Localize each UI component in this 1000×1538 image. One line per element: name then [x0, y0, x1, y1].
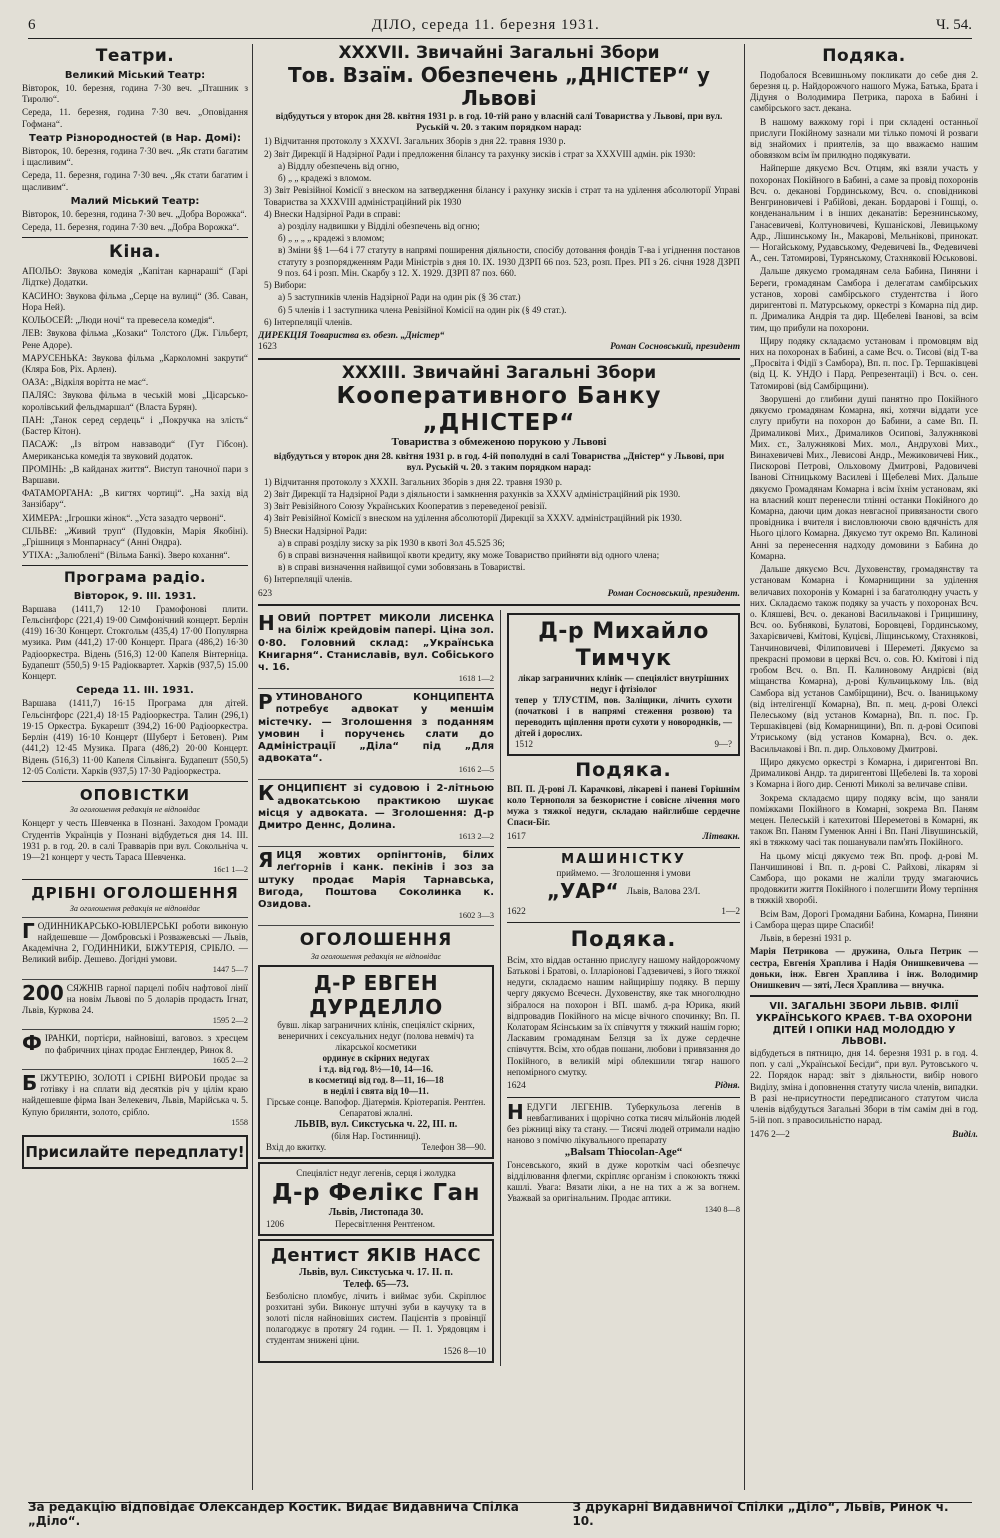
small-ad-text: ОНЦИПІЄНТ зі судовою і 2-літньою адвокатською практикою шукає місця у адвоката. — Зголошення: Д-р Дмитро Деннс, Долина. [258, 783, 494, 831]
small-ad [22, 1069, 248, 1131]
thanks-paragraph: На цьому місці дякуємо теж Вп. проф. д-рові М. Панчишинові і Вп. п. д-рові С. Райхові, лікарям зі Самбора, що роками не жаліли труду змагаючись продовжити життя Покійного і полегшити Йому терпіння в тяжкій хворобі. [750, 850, 978, 906]
small-ad [258, 780, 494, 847]
small-ad-text: ІРАНКИ, портієри, найновіші, ваговоз. з хресцем по фабричних цінах продає Енглендер, Ринок 8. [44, 1033, 248, 1055]
drop-cap: Б [22, 1070, 38, 1095]
cinemas-list [22, 266, 248, 561]
meeting2-title: XXXIII. Звичайні Загальні Збори [341, 362, 657, 383]
meeting1-president: Роман Сосновський, президент [610, 342, 740, 353]
small-ad [258, 847, 494, 926]
footer-editor: За редакцію відповідає Олександер Костик. Видає Видавнича Спілка „Діло“. [28, 1499, 519, 1528]
masthead [28, 12, 972, 38]
thanks-paragraph: Найперше дякуємо Всч. Отцям, які взяли участь у похоронах Покійного в Бабині, а саме за провід похоронів Всч. о. деканові Гординському, Всч. о. сповідникові Венгриновичеві і Рабійові, декан. Бордарові і Гошці, о. конденанальним і в інших деканатів: Березнинському, Ганасевичеві, Колтуновичеві, Кушаніскові, Левицькому Адр., Лішинському Ін., Макарові, Мельнікові, принокат. — Ногайському, Рудавському, Федевичеві Ів., Федевичеві А., сен. Татомирові, Турянському, Стахняковії Юськовові. [750, 163, 978, 264]
thanks2-text: Всім, хто віддав останню прислугу нашому найдорожчому Батькові і Братові, о. Ілларіонові Гадзевичеві, з його тяжкої недуги, складаємо нашим найщирішу подяку. В першу чергу дякуємо Всечесн. Духовенству, яке так многолюдно зібралося на похорон і ВП. шамб. д-ра Юрика, який відпровадив Покійного на місце вічного спочинку; Вп. П. Колаторам Ясінським за їх співчуття у тяжкий нашім горю; Ласкавим громадянам Белзця за їх дуже сердечне співчуття. Всім, хто обдав пошани, любови і привязання до Покійного, в великій мірі облекшили тягар нашого непомірного смутку. [507, 954, 740, 1077]
thanks2-title: Подяка. [570, 927, 677, 952]
cinema-listing: ХИМЕРА: „Ігрошки жінок“. „Уста зазадто червоні“. [22, 512, 226, 523]
meeting1-board: ДИРЕКЦІЯ Товариства вз. обезп. „Дністер“ [258, 330, 445, 341]
meeting2-intro: відбудуться у второк дня 28. квітня 1931 р. в год. 4-ій пополудні в салі Товариства „Дністер“ у Львові, при вул. Руській ч. 20. з таким порядком нарад: [273, 451, 725, 474]
ad-number: 1206 [266, 1218, 284, 1229]
agenda-item: 2) Звіт Дирекції й Надзірної Ради і предложення біланcу та рахунку зисків і страт за XXXVIII адмін. рік 1930: [264, 148, 696, 159]
ad-number: 1447 5—7 [212, 965, 248, 975]
cinema-listing: УТІХА: „Залюблені“ (Вільма Банкі). Зверо кохання“. [22, 550, 230, 561]
thanks2-signer: Рідня. [714, 1081, 740, 1092]
left-column [22, 44, 248, 1490]
doctor-address: ЛЬВІВ, вул. Сикстуська ч. 22, ІІІ. п. [294, 1118, 458, 1130]
agenda-item: б) „ „ крадежі з вломом. [278, 173, 372, 184]
notices-number: 16с1 1—2 [213, 865, 248, 875]
ad-number: 1624 [507, 1081, 526, 1092]
ad-number: 1617 [507, 831, 526, 842]
doctor-hours: в косметиці від год. 8—11, 16—18 [308, 1074, 444, 1085]
small-ads-disclaimer: За оголошення редакція не відповідає [69, 903, 201, 913]
divider [258, 358, 740, 360]
agenda-item: 5) Вибори: [264, 280, 307, 291]
ad-number: 1476 2—2 [750, 1129, 790, 1140]
divider [750, 995, 978, 997]
middle-column [258, 44, 740, 1490]
gan-ad [258, 1162, 494, 1236]
agenda-item: 3) Звіт Ревізійної Комісії з внеском на затвердження біланcу і рахунку зисків і страт та на уділення абсолюторії Управі Товариства за XXXVIII адміністраційний рік 1930 [264, 185, 740, 207]
middle-lower-right [500, 610, 740, 1366]
drop-cap: Н [258, 611, 275, 636]
doctor-hours: ординує в скірних недугах [322, 1052, 430, 1063]
nass-ad [258, 1239, 494, 1363]
small-ad [258, 610, 494, 689]
agenda-item: 1) Відчитання протоколу з XXXII. Загальних Зборів з дня 22. травня 1930 р. [264, 476, 563, 487]
agenda-item: а) в справі розділу зиску за рік 1930 в квоті Зол 45.525 36; [278, 537, 505, 548]
thanks1-title: Подяка. [575, 758, 672, 781]
vii-meeting-text: відбудеться в пятницю, дня 14. березня 1931 р. в год. 4. поп. у салі „Української Бесіди“, при вул. Рутовського ч. 22. Порядок нарад: звіт з діяльности, вибір нового Виділу, зміна і доповнення статуту числа членів, випадки. В разі не-присутности передписаного статутом числа членів відбудуться Загальні Збори в тім самім дні в год. 5-ій поп. з правосильністю нарад. [750, 1048, 978, 1126]
issue-number: Ч. 54. [936, 16, 972, 33]
cinema-listing: АПОЛЬО: Звукова комедія „Капітан карнараші“ (Гарі Лідтке) Додатки. [22, 266, 248, 288]
agenda-item: а) 5 заступників членів Надзірної Ради на один рік (§ 36 стат.) [278, 292, 521, 303]
thanks-paragraph: Зокрема складаємо щиру подяку всім, що заняли поміжками Покійного в Комарні, зокрема Вп. Паням мецен. Пелеській і катехитові Шереметові в Комарні, як також Вп. Паням Гуменюк Анні і Вп. Пані Лівушинській, які в тяжкому часі так пошанували пам'ять Покійного. [750, 792, 978, 848]
thanks-paragraph: Зворушені до глибини душі панятно про Покійного дякуємо громадянам Комарна, які, хотячи віддати усе слугу прибути на похорон до Бабини, а саме Вп. П. Дрималикові Мих., Дрималиков Осипові, Залужнякові Мих. ст., Залужнякові Мих. мол., Андрухові Мих., Винахевичеві Мих., Левисові Андр., Межиковичеві Ник., Пискоровi Петрові, Ольховому Дмитрові, Радовичеві Іванові Сітницькому Василеві і Щебелеві Мих. Дальше дякуємо Громадянам Комарна і всім їхнім установам, які на власний кошт перенесли тлінні останки Покійного до Комарна, даючи цим доказ невгасної привязаности свого провідника і вчителя і висловлюючи свою вдячність для Нього цілого Комарна. Дякуємо тут окремо Вп. Калинові Анні за перенесення надходу домовини з Бабина до Комарна. [750, 393, 978, 561]
theatre-schedule: Вівторок, 10. березня, година 7·30 веч. „Пташник з Тиролю“. [22, 82, 248, 105]
thanks-paragraph: В нашому важкому горі і при складені останньої прислуги Покійному зазнали ми тілько помочі й розваги від знайомих і приятелів, за що вважаємо нашим обовязком всім їм прилюдно подякувати. [750, 116, 978, 161]
theatre-name: Малий Міський Театр: [70, 195, 200, 207]
theatres-list [22, 70, 248, 234]
agenda-item: б) в справі визначення найвищої квоти кредиту, яку може Товариство прийняти від одного члена; [278, 550, 660, 560]
drop-cap: Н [507, 1099, 524, 1124]
cinema-listing: ОАЗА: „Відкіля ворітта не має“. [22, 377, 149, 388]
divider [507, 922, 740, 923]
divider [22, 781, 248, 782]
divider [507, 1097, 740, 1098]
divider [22, 879, 248, 880]
divider [22, 565, 248, 566]
small-ad [22, 979, 248, 1030]
ad-number: 1623 [258, 342, 277, 353]
ad-number: 1602 3—3 [458, 911, 494, 921]
agenda-item: в) в справі визначення найвищої суми зобовязань в Товаристві. [278, 562, 526, 573]
doctor-note: Пересвітлення Рентґеном. [334, 1218, 436, 1229]
doctor-description: лікар заграничних клінік — спеціяліст внутрішних недуг і фтізіолог [518, 672, 729, 694]
agenda-item: б) „ „ „ „ крадежі з вломом; [278, 233, 385, 244]
drop-cap: Я [258, 848, 274, 873]
page-number: 6 [28, 16, 36, 33]
notices-text: Концерт у честь Шевченка в Познані. Заходом Громади Студентів Українців у Познані відбудеться дня 14. ІІІ. 1931 р. в год. 20. в салі Травварів при вул. Сокольніча ч. 19—21 концерт у честь Тараса Шевченка. [22, 818, 248, 862]
typist-title: МАШИНІСТКУ [561, 852, 686, 868]
vii-signature [750, 1130, 978, 1141]
meeting1-intro: відбудуться у второк дня 28. квітня 1931 р. в год. 10-тій рано у власній салі Товариства у Львові, при вул. Руській ч. 20. з таким порядком нарад: [275, 111, 723, 134]
theatre-schedule: Вівторок, 10. березня, година 7·30 веч. „Як стати багатим і щасливим“. [22, 145, 248, 168]
thanks-main-title: Подяка. [822, 46, 906, 66]
doctor-specialty: Спеціяліст недуг легенів, серця і жолудка [296, 1167, 456, 1178]
tymchuk-ad [507, 613, 740, 755]
radio-heading: Програма радіо. [64, 570, 206, 587]
lungs-ad [507, 1099, 740, 1215]
lungs-text-2: Гонсевського, який в дуже короткім часі обезпечує відділювання флегми, скріпляє організм і спокоюкть тяжкі кашлі. Увага: Вязати ліки, а не на тих а ж за вогнем. Уважвай за оригінальним. Продає аптики. [507, 1159, 740, 1204]
subscribe-banner: Присилайте передплату! [22, 1135, 248, 1169]
typist-ad [507, 852, 740, 918]
ad-number: 1613 2—2 [458, 832, 494, 842]
theatre-schedule: Вівторок, 10. березня, година 7·30 веч. „Добра Ворожка“. [22, 209, 247, 220]
doctor-address: Львів, Листопада 30. [328, 1206, 424, 1218]
notices-heading: ОПОВІСТКИ [79, 785, 191, 804]
ad-number: 1340 8—8 [704, 1204, 740, 1214]
agenda-item: б) 5 членів і 1 заступника члена Ревізійної Комісії на один рік (§ 49 стат.). [278, 304, 567, 315]
ad-number: 623 [258, 588, 273, 599]
thanks-paragraph: Дальше дякуємо громадянам села Бабина, Пиняни і Береги, громадянам Самбора і делегатам самбірських установ, хорові самбірського студентства і його диригентові п. Матурському, оркестрі з Комарна під дир. п. Дрималика Андрія та дир. Щебелеві Іванові, за всім тим, що прибули на похорони. [750, 266, 978, 333]
doctor-entrance: Вхід до вжитку. [266, 1141, 327, 1152]
typist-address: Львів, Валова 23/І. [626, 885, 701, 896]
meeting2-org: Кооперативного Банку „ДНІСТЕР“ [336, 383, 662, 436]
cinema-listing: СІЛЬВЕ: „Живий труп“ (Пудовкін, Марія Якобіні). „Грішниця з Монпарнасу“ (Анні Ондра). [22, 525, 248, 548]
agenda-item: 6) Інтерпеляції членів. [264, 316, 353, 327]
doctor-name: Д-р Фелікс Ган [272, 1179, 480, 1206]
agenda-item: 3) Звіт Ревізійного Союзу Українських Кооператив з переведеної ревізії. [264, 501, 547, 512]
ad-number: 1526 8—10 [443, 1346, 486, 1357]
cinema-listing: ЛЕВ: Звукова фільма „Козаки“ Толстого (Дж. Гільберт, Рене Адоре). [22, 328, 248, 350]
meeting1-org: Тов. Взаїм. Обезпечень „ДНІСТЕР“ у Львові [288, 62, 710, 110]
small-ad-text: ОВИЙ ПОРТРЕТ МИКОЛИ ЛИСЕНКА на біліж крейдовім папері. Ціна зол. 0·80. Головний склад: „Українська Книгарня“. Станиславів, вул. Собіського ч. 16. [258, 613, 494, 673]
lungs-text: ЕДУГИ ЛЕГЕНІВ. Туберкульоза легенів в невбагливаних і щорічно сотка тисяч мільйонів людей без ріжниці віку та стану. — Тисячі людей отримали надію наново з помічю лікувального препарату [507, 1101, 740, 1146]
dentist-name: Дентист ЯКІВ НАСС [270, 1244, 482, 1266]
agenda-item: 4) Внески Надзірної Ради в справі: [264, 208, 401, 219]
meeting2-agenda [258, 477, 740, 586]
doctor-name: Д-Р ЕВГЕН ДУРДЕЛЛО [309, 971, 443, 1020]
cinema-listing: МАРУСЕНЬКА: Звукова фільма „Карколомні закрути“ (Кляра Бов, Ріх. Арлен). [22, 352, 248, 374]
doctor-name: Д-р Михайло Тимчук [538, 619, 709, 671]
doctor-description: бувш. лікар заграничних клінік, спеціяліст скірних, венеричних і сексуальних недуг (полова невміч) та лікарської косметики [277, 1019, 475, 1052]
theatre-schedule: Середа, 11. березня, година 7·30 веч. „Оповідання Гофмана“. [22, 107, 248, 129]
ad-number: 1622 [507, 906, 526, 917]
small-ads-middle [258, 610, 494, 926]
announcements-disclaimer: За оголошення редакція не відповідає [310, 952, 442, 962]
dentist-address: Львів, вул. Сикстуська ч. 17. ІІ. п. [299, 1266, 453, 1278]
column-divider [744, 44, 745, 1490]
agenda-item: 1) Відчитання протоколу з XXXVI. Загальних Зборів з дня 22. травня 1930 р. [264, 136, 566, 147]
thanks-paragraph: Щиро дякуємо оркестрі з Комарна, і диригентові Вп. Дрималикові Андр. та диригентові Щебелеві Ів. та хорові з Комарна і його дир. Сенюті Миколі за величаве співи. [750, 756, 978, 790]
ad-number: 1618 1—2 [458, 674, 494, 684]
thanks-main-text [750, 70, 978, 945]
meeting1-title: XXXVII. Звичайні Загальні Збори [338, 44, 660, 63]
ad-number: 1616 2—5 [458, 765, 494, 775]
agenda-item: 6) Інтерпеляції членів. [264, 574, 353, 585]
vii-meeting-title: VII. ЗАГАЛЬНІ ЗБОРИ ЛЬВІВ. ФІЛІЇ УКРАЇНСЬКОГО КРАЄВ. Т-ВА ОХОРОНИ ДІТЕЙ І ОПІКИ НАД МОЛОДДЮ У ЛЬВОВІ. [755, 1001, 973, 1048]
agenda-item: в) Зміни §§ 1—64 і 77 статуту в напрямі поширення діяльности, спосібу дотовання фондів Т-ва і угіднення постанов статуту з розпорядженням Ради Міністрів з дня 10. ІХ. 1930 ДЗРП 66 поз. 523, розп. През. РП з 26. січня 1928 ДЗРП 9 поз. 64 і розп. Мін. Скарбу з 12. Х. 1929. ДЗРП 87 поз. 660. [278, 245, 740, 278]
durdello-ad [258, 965, 494, 1159]
radio-tuesday-text: Варшава (1411,7) 12·10 Грамофонові плити. Гельсінґфорс (221,4) 19·00 Симфонічний концерт. Берлін (419) 16·30 Концерт. Стокгольм (435,4) 17·00 Популярна музика. Рим (441,2) 17·00 Концерт. Прага (486,2) 16·30 Радіооркестра. Відень (516,3) 12·00 Капеля Вінтерніца. Будапешт (550,5) 9·15 Радіоквартет. Харків (937,5) 15.00 Концерт. [22, 603, 248, 682]
meeting2-org-sub: Товариства з обмеженою порукою у Львові [391, 436, 607, 449]
drop-cap: К [258, 781, 275, 806]
thanks1-text: ВП. П. Д-рові Л. Карачкові, лікареві і паневі Горішнім коло Тернополя за безкористне і совісне лічення мого мужа з тяжкої недуги, складаю найглибше сердечне Спаси-Біг. [507, 783, 740, 828]
cinema-listing: ПРОМІНЬ: „В кайданах життя“. Виступ таночної пари з Варшави. [22, 463, 248, 485]
doctor-phone: Телефон 38—90. [421, 1141, 486, 1152]
small-ad [22, 917, 248, 979]
thanks2-signature [507, 1081, 740, 1092]
cinemas-heading: Кіна. [109, 242, 161, 263]
agenda-item: 2) Звіт Дирекції та Надзірної Ради з діяльности і замкнення рахунків за XXXV адміністраційний рік 1930. [264, 488, 681, 499]
radio-wednesday-text: Варшава (1411,7) 16·15 Програма для дітей. Гельсінґфорс (221,4) 18·15 Радіооркестра. Талин (296,1) 19·15 Оркестра. Букарешт (394,2) 16·00 Радіооркестра. Берлін (419) 16·10 Концерт (Шуберт і Бетовен). Рим (441,2) 12·45 Музика. Прага (486,2) 20·00 Концерт. Відень (516,3) 11·00 Капеля Сільвінга. Будапешт (550,5) 12·05 Солісти. Харків (937,5) 17·30 Радіооркестра. [22, 698, 248, 776]
column-divider [252, 44, 253, 1490]
ad-number: 1512 [515, 738, 533, 749]
thanks-paragraph: Подобалося Всевишньому покликати до себе дня 2. березня ц. р. Найдорожчого нашого Мужа, Батька, Брата і Дідуня о Володимира Петрика, пароха в Бабині і самбірського заст. декана. [750, 69, 978, 114]
cinema-listing: ПАН: „Танок серед сердець“ і „Покручка на злість“ (Бастер Кітон). [22, 414, 248, 437]
announcements-heading: ОГОЛОШЕННЯ [299, 930, 453, 951]
small-ad-text: ИЦЯ жовтих орпінгтонів, білих леґгорнів і канк. пекінів і зоз за штуку продає Марія Тарнавська, Вигода, Поштова Соколинка к. Озидова. [258, 850, 494, 911]
agenda-item: а) Віддлу обезпечень від огню, [278, 160, 400, 171]
masthead-rule [28, 38, 972, 39]
small-ad [258, 689, 494, 780]
radio-wednesday-heading: Середа 11. ІІІ. 1931. [76, 685, 194, 697]
dentist-description: Безболісно пломбує, лічить і виймає зуби. Скріплює розхитані зуби. Виконує штучні зуби в каучуку та в золоті після найновіших систем. Пацієнтів з провінції полагоджує в протягу 24 годин. — П. 1. Урядовцям і студентам знижені ціни. [266, 1291, 486, 1346]
lungs-product: „Balsam Thiocolan-Age“ [564, 1146, 683, 1159]
typist-firm: „УАР“ [546, 879, 619, 904]
small-ad [22, 1029, 248, 1069]
typist-text: приймемо. — Зголошення і умови [556, 867, 691, 878]
divider [507, 847, 740, 848]
ad-number: 1595 2—2 [212, 1016, 248, 1026]
thanks1-signature [507, 832, 740, 843]
agenda-item: 5) Внески Надзірної Ради: [264, 525, 368, 536]
vii-signer: Виділ. [952, 1129, 978, 1140]
agenda-item: 4) Звіт Ревізійної Комісії з внеском на уділення абсолюторії Дирекції за XXXV. адміністраційний рік 1930. [264, 513, 682, 524]
meeting1-agenda [258, 136, 740, 328]
ad-run: 9—? [714, 738, 732, 749]
footer-printer: З друкарні Видавничої Спілки „Діло“, Львів, Ринок ч. 10. [572, 1499, 949, 1528]
radio-tuesday-heading: Вівторок, 9. ІІІ. 1931. [73, 590, 197, 602]
theatre-name: Великий Міський Театр: [64, 69, 206, 81]
notices-disclaimer: За оголошення редакція не відповідає [69, 805, 201, 815]
agenda-item: а) розділу надвишки у Відділі обезпечень від огню; [278, 221, 480, 232]
cinema-listing: ПАЛЯС: Звукова фільма в чеській мові „Цісарсько-королівський фельдмаршал“ (Властa Бурян). [22, 390, 248, 412]
ad-run: 1—2 [721, 906, 740, 917]
middle-lower-left [258, 610, 494, 1366]
doctor-hours: в неділі і свята від 10—11. [323, 1085, 429, 1096]
meeting2-signature [258, 589, 740, 600]
drop-cap: Г [22, 918, 35, 943]
right-column [750, 44, 978, 1490]
ad-number: 1605 2—2 [212, 1055, 248, 1065]
small-ad-text: СЯЖНІВ гарної парцелі побіч нафтової лінії на новім Львові по 5 доларів продасть Ігнат, Львів, Куркова 24. [22, 982, 248, 1015]
cinema-listing: КОЛЬОСЕЙ: „Люди ночі“ та превесела комедія“. [22, 315, 215, 326]
theatre-schedule: Середа, 11. березня, година 7·30 веч. „Добра Ворожка“. [22, 222, 240, 233]
theatres-heading: Театри. [95, 46, 175, 66]
middle-lower-section [258, 610, 740, 1366]
small-ad-text: ІЖУТЕРІЮ, ЗОЛОТІ і СРІБНІ ВИРОБИ продає за готівку і на сплати від десятків річ у цілім краю найдешевше фірма Іван Зелекевич, Львів, Марійська ч. 5. Купую брилянти, золото, срібло. [22, 1072, 248, 1117]
drop-cap: Р [258, 690, 273, 715]
small-ad-text: ОДИННИКАРСЬКО-ЮВІЛЕРСЬКІ роботи виконую найдешевше — Домбровські і Розважевські — Львів, Академічна 2, ГОДИННИКИ, БІЖУТЕРІЯ, СРІБЛО. — Великий вибір. Дешево. Догідні умови. [22, 920, 248, 965]
cinema-listing: ПАСАЖ: „Із вітром навзаводи“ (Гут Гібсон). Американська комедія та звуковий додаток. [22, 439, 248, 461]
meeting1-signature [258, 331, 740, 354]
dentist-phone: Телеф. 65—73. [343, 1278, 409, 1290]
newspaper-dateline: ДІЛО, середа 11. березня 1931. [371, 16, 600, 33]
thanks-paragraph: Дальше дякуємо Всч. Духовенству, громадянству та установам Комарна і Комарнищини за уділення величавих похоронів у Комарні і за багатолюдну участь у них. Складаємо також подяку за участь у похоронах Всч. о. Кляшеві, Всч. о. деканові Васильчакові і Грицишину, Всч. оо. Бубнякові, Булатові, Боровцеві, Гординському, Захарієвичеві, Кмітові, Куцієві, Ліщинському, Стахнякові, Танчиновичеві, Філиповичеві і Шереметі. Дякуємо за прекрасні промови в церкві Всч. о. сов. Ю. Кмітові і під гробом Всч. о. Вп. П. Калиновому Андрієві (від міщанства Комарна), д-рові Кульчицькому Іль. (від Самбора від установ Самбірщини), Всч. о. Іваницькому (від інтелігенції Комарна), Вп. п. мец. д-рові Олексі Пелеському (від установ Комарна), Вп. п. пос. Гр. Тершаківцеві (від Комарнищини), Вп. п. д-рові Осипові Утриському (від установ Комарна), Всч. о. дек. Васильчакові і Вп. п. дир. Ольховому Дмитрові. [750, 564, 978, 754]
thanks-main-signers: Марія Петрикова — дружина, Ольга Петрик — сестра, Евгенія Храплива і Надія Онишкевичева — доньки, інж. Евген Храплива і інж. Володимир Онишкевич — зяті, Леся Храплива — внучка. [750, 946, 978, 991]
drop-cap: 200 [22, 980, 64, 1005]
small-ad-text: УТИНОВАНОГО КОНЦИПЕНТА потребує адвокат у меншім містечку. — Зголошення з поданням умовин і порученєь слати до Адміністрації „Діла“ під „Для адвоката“. [258, 692, 494, 765]
divider [258, 604, 740, 606]
meeting2-president: Роман Сосновський, президент. [607, 588, 740, 599]
thanks-paragraph: Всім Вам, Дорогі Громадяни Бабина, Комарна, Пиняни і Самбора щераз щире Спасибі! [750, 908, 978, 930]
thanks1-signer: Літвакн. [702, 831, 740, 842]
ad-number: 1558 [231, 1117, 248, 1127]
theatre-name: Театр Різнородностей (в Нар. Домі): [29, 132, 241, 144]
small-ads-heading: ДРІБНІ ОГОЛОШЕННЯ [31, 884, 239, 903]
thanks-paragraph: Львів, в березні 1931 р. [760, 933, 852, 944]
thanks-paragraph: Щиру подяку складаємо установам і промовцям від них на похоронах в Бабині, а саме Всч. о. Тисові (від Т-ва „Просвіта і Фідії з Самбора), Вп. п. пос. Гр. Тершаківцеві (від Ц. К. УНДО і Пард. Репрезентації) і Всч. о. сен. Татомирові (від Самбірщини). [750, 335, 978, 391]
doctor-text: тепер у ТЛУСТІМ, пов. Заліщики, лічить сухоти (початкові і в напрямі стеження розвою) та переводить щіплення проти сухоти у новороднків, — дітей і дорослих. [515, 694, 732, 738]
doctor-services: Гірське сонце. Вапофор. Діатермія. Кріотерапія. Рентґен. Сепаратові жлалні. [266, 1096, 486, 1118]
cinema-listing: КАСИНО: Звукова фільма „Серце на вулиці“ (Зб. Саван, Нора Ней). [22, 290, 248, 312]
drop-cap: Ф [22, 1031, 42, 1056]
page-footer [28, 1499, 972, 1528]
cinema-listing: ФАТАМОРГАНА: „В кигтях чортиці“. „На захід від Занзібару“. [22, 488, 248, 510]
theatre-schedule: Середа, 11. березня, година 7·30 веч. „Як стати багатим і щасливим“. [22, 170, 248, 192]
doctor-hours: і т.д. від год. 8½—10, 14—16. [318, 1063, 434, 1074]
doctor-address-note: (біля Нар. Гостинниці). [331, 1130, 421, 1141]
small-ads-list [22, 917, 248, 1131]
divider [22, 237, 248, 238]
